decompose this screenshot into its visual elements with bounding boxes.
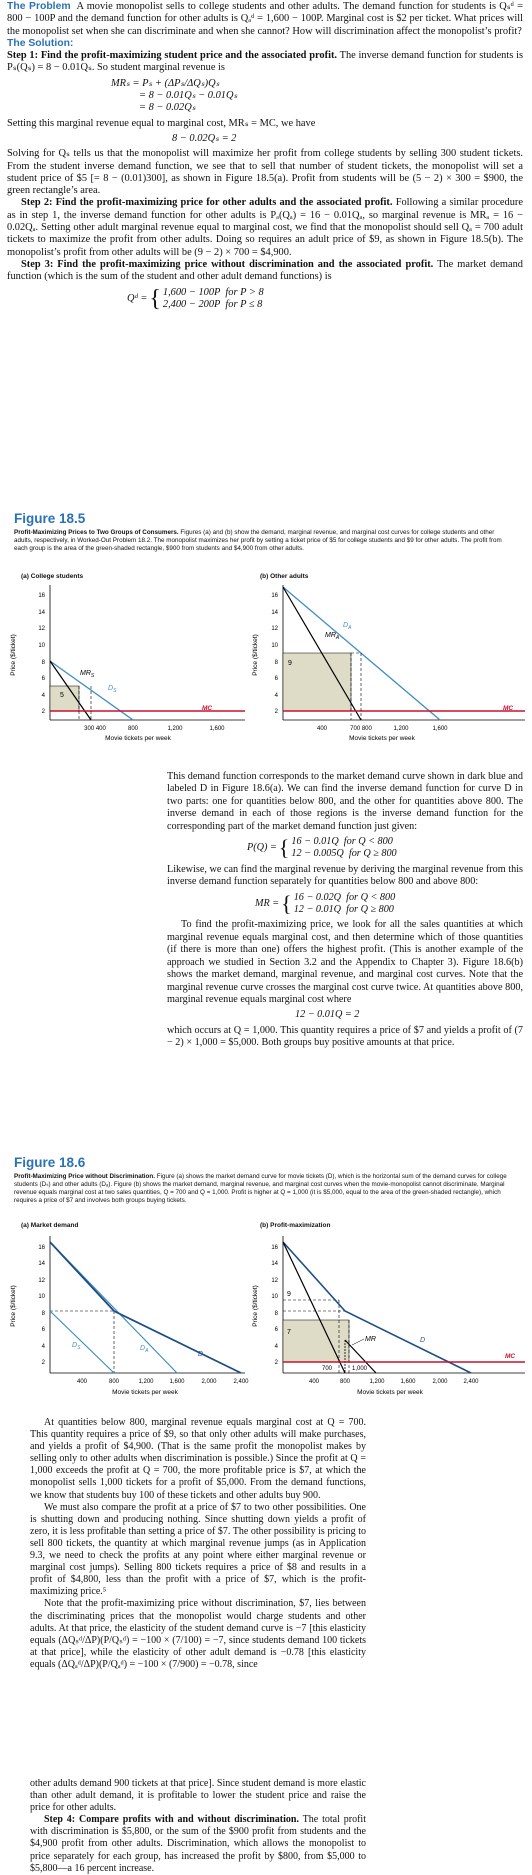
caption-text: Figures (a) and (b) show the demand, marginal revenue, and marginal cost curves for college students and other adults, respectively, in Worked-Out Problem 18.2. The monopolist maximizes her profit by setting a ticket price of $5 for college students and $9 for other adults. The profit from each group is the area of the green-shaded rectangle, $900 from students and $4,900 from other adults. (14, 529, 502, 553)
demand-curve-ds (50, 1311, 114, 1373)
da-label: $D_A$ (140, 1345, 149, 1354)
profit-rectangle (283, 653, 351, 711)
y-tick-label: 10 (38, 1294, 45, 1300)
brace-icon: { (149, 285, 161, 312)
step4-paragraph (30, 1814, 366, 1874)
x-ticks (77, 1379, 249, 1385)
y-tick-label: 4 (274, 1344, 278, 1350)
y-tick-label: 2 (274, 709, 278, 715)
y-tick-label: 16 (38, 1245, 45, 1251)
mid-text-column (167, 771, 523, 1050)
x-tick-label: 2,400 (233, 1379, 249, 1385)
equation-line: = 8 − 0.02Qₛ (139, 102, 196, 114)
figure-18-5b-label: (b) Other adults (260, 573, 309, 580)
step2-paragraph (7, 197, 523, 258)
y-tick-label: 16 (271, 1245, 278, 1251)
chart-panel-college-students (10, 585, 245, 742)
ds-label: $D_S$ (72, 1342, 81, 1351)
bottom-paragraph: At quantities below 800, marginal revenue equals marginal cost at Q = 700. This quantity requires a price of $9, so that only other adults will make purchases, and yields a profit of $4,900. (That is the same profit the monopolist makes by selling only to other adults when discrimination is possible.) Since the profit at Q = 1,000 exceeds the profit at Q = 700, the more profitable price is $7, at which the monopolist sells 1,000 tickets for a profit of $5,000. From the demand functions, we know that students buy 100 of these tickets and other adults buy 900. (30, 1417, 366, 1501)
y-ticks (271, 593, 278, 715)
problem-section (7, 1, 523, 314)
step3-text: The market demand function (which is the sum of the student and other adult demand functions) is (7, 258, 523, 283)
y-tick-label: 6 (41, 1327, 45, 1333)
x-tick-label: 400 (76, 1379, 88, 1385)
x-axis-label: Movie tickets per week (105, 735, 171, 742)
y-tick-label: 12 (271, 626, 278, 632)
equation-case: 16 − 0.01Q for Q < 800 (291, 836, 393, 848)
y-tick-label: 12 (38, 626, 45, 632)
x-tick-label: 700 800 (350, 726, 372, 732)
solving-text: Solving for Qₛ tells us that the monopolist will maximize her profit from college students by selling 300 student tickets. From the student inverse demand function, we see that to sell that number of student tickets, the monopolist will set a student price of $5 [= 8 − (0.01)300], as shown in Figure 18.5(a). Profit from students will be (5 − 2) × 300 = $900, the green rectangle’s area. (7, 148, 523, 197)
equation-line: = 8 − 0.01Qₛ − 0.01Qₛ (139, 90, 238, 102)
equation-mr-mc-2: 12 − 0.01Q = 2 (295, 1009, 360, 1021)
ds-label: $D_S$ (108, 685, 117, 694)
mr-label: MR (365, 1336, 376, 1343)
figure-18-6-chart (0, 1228, 532, 1413)
price-label: 7 (287, 1329, 291, 1336)
equation-inverse-demand (247, 836, 523, 861)
y-axis-label: Price ($/ticket) (252, 634, 259, 676)
y-tick-label: 6 (274, 1327, 278, 1333)
figure-18-6-title: Figure 18.6 (14, 1155, 86, 1170)
figure-18-6b-label: (b) Profit-maximization (260, 1222, 331, 1229)
problem-paragraph (7, 1, 523, 38)
profit-rectangle (50, 686, 79, 711)
equation-case: 12 − 0.01Q for Q ≥ 800 (293, 904, 394, 916)
y-tick-label: 12 (271, 1278, 278, 1284)
x-axis-label: Movie tickets per week (349, 735, 415, 742)
x-tick-label: 2,400 (463, 1379, 479, 1385)
price-label: 9 (287, 1291, 291, 1298)
step1-paragraph (7, 50, 523, 75)
equation-marginal-revenue (255, 892, 523, 917)
y-tick-label: 4 (274, 693, 278, 699)
x-ticks (309, 1379, 479, 1385)
y-tick-label: 14 (38, 1261, 45, 1267)
y-tick-label: 10 (271, 1294, 278, 1300)
y-tick-label: 14 (271, 1261, 278, 1267)
y-axis-label: Price ($/ticket) (252, 1285, 259, 1327)
y-tick-label: 16 (38, 593, 45, 599)
chart-panel-market-demand (10, 1236, 249, 1396)
solution-label: The Solution: (7, 37, 74, 49)
brace-icon: { (281, 890, 292, 916)
step2-heading: Step 2: Find the profit-maximizing price for other adults and the associated profit. (21, 197, 393, 209)
x-axis-label: Movie tickets per week (357, 1389, 423, 1396)
price-label: 9 (288, 660, 292, 667)
problem-label: The Problem (7, 1, 71, 12)
x-tick-label: 800 (127, 726, 139, 732)
bottom-text-column (30, 1417, 366, 1671)
mc-label: MC (202, 705, 213, 712)
step1-heading: Step 1: Find the profit-maximizing student price and the associated profit. (7, 50, 338, 62)
x-tick-label: 800 (339, 1379, 351, 1385)
y-ticks (271, 1245, 278, 1366)
chart-panel-profit-maximization (252, 1236, 525, 1396)
y-ticks (38, 1245, 45, 1366)
d-label: D (198, 1351, 204, 1358)
step1-text: The inverse demand function for students is Pₛ(Qₛ) = 8 − 0.01Qₛ. So student marginal revenue is (7, 50, 523, 74)
y-tick-label: 2 (41, 709, 45, 715)
bottom-paragraph: We must also compare the profit at a price of $7 to two other possibilities. One is shutting down and producing nothing. Since shutting down yields a profit of zero, it is less profitable than setting a price of $7. The other possibility is pricing to sell 800 tickets, the quantity at which marginal revenue jumps (as in Application 9.3, we need to check the profits at any point where either marginal revenue or marginal cost jumps). Selling 800 tickets requires a price of $8 and results in a profit of $4,800, less than the profit with a price of $7, which is the profit-maximizing price.⁵ (30, 1501, 366, 1598)
y-tick-label: 8 (41, 1311, 45, 1317)
y-ticks (38, 593, 45, 715)
mrs-label: $MR_S$ (80, 670, 95, 679)
x-tick-label: 1,600 (400, 1379, 416, 1385)
x-ticks (84, 726, 225, 732)
x-tick-label: 1,200 (369, 1379, 385, 1385)
equation-line: MRₛ = Pₛ + (ΔPₛ/ΔQₛ)Qₛ (111, 77, 220, 89)
equation-mrs (111, 78, 523, 115)
x-tick-label: 800 (108, 1379, 120, 1385)
figure-18-5-chart (0, 575, 532, 765)
y-axis-label: Price ($/ticket) (10, 634, 17, 676)
mc-label: MC (505, 1353, 516, 1360)
equation-mr-mc: 8 − 0.02Qₛ = 2 (172, 132, 237, 144)
x-tick-label: 400 (308, 1379, 320, 1385)
bottom-paragraph: Note that the profit-maximizing price without discrimination, $7, lies between the discriminating prices that the monopolist would charge students and other adults. At that price, the elasticity of the student demand curve is −7 [this elasticity equals (ΔQₛᵈ/ΔP)(P/Qₛᵈ) = −100 × (7/100) = −7, since students demand 100 tickets at that price], while the elasticity of other adult demand is −0.78 [this elasticity equals (ΔQₐᵈ/ΔP)(P/Qₐᵈ) = −100 × (7/900) = −0.78, since (30, 1598, 366, 1670)
price-label: 5 (60, 692, 64, 699)
y-axis-label: Price ($/ticket) (10, 1285, 17, 1327)
caption-bold: Profit-Maximizing Prices to Two Groups of Consumers. (14, 529, 179, 536)
equation-case: 16 − 0.02Q for Q < 800 (293, 891, 396, 903)
y-tick-label: 2 (274, 1360, 278, 1366)
step4-text: The total profit with discrimination is $5,800, or the sum of the $900 profit from students and the $4,900 profit from other adults. Discrimination, which allows the monopolist to price separately for each group, has increased the profit by $800, from $5,000 to $5,800—a 16 percent increase. (30, 1814, 366, 1874)
y-tick-label: 6 (274, 676, 278, 682)
x-axis-label: Movie tickets per week (112, 1389, 178, 1396)
bottom-paragraph: other adults demand 900 tickets at that price]. Since student demand is more elastic than other adult demand, it is profitable to lower the student price and raise the price for other adults. (30, 1778, 366, 1814)
y-tick-label: 4 (41, 1344, 45, 1350)
y-tick-label: 8 (41, 660, 45, 666)
step4-heading: Step 4: Compare profits with and without discrimination. (44, 1814, 299, 1826)
x-tick-label: 300 400 (84, 726, 106, 732)
x-tick-label: 1,200 (393, 726, 409, 732)
equation-case: 12 − 0.005Q for Q ≥ 800 (291, 848, 397, 860)
mid-paragraph: which occurs at Q = 1,000. This quantity requires a price of $7 and yields a profit of (7 − 2) × 1,000 = $5,000. Both groups buy positive amounts at that price. (167, 1024, 523, 1049)
caption-text: Figure (a) shows the market demand curve for movie tickets (D), which is the horizontal sum of the demand curves for college students (Dₛ) and other adults (Dₐ). Figure (b) shows the market demand, marginal revenue, and marginal cost curves when the movie-monopolist cannot discriminate. Marginal revenue equals marginal cost at two sales quantities, Q = 700 and Q = 1,000. Profit is higher at Q = 1,000 (it is $5,000, equal to the area of the green-shaded rectangle), which requires a price of $7 and involves both groups buying tickets. (14, 1173, 507, 1205)
x-tick-label: 2,000 (432, 1379, 448, 1385)
y-tick-label: 4 (41, 693, 45, 699)
equation-market-demand (127, 287, 523, 312)
mc-label: MC (503, 705, 514, 712)
equation-case: 1,600 − 100P for P > 8 (162, 286, 264, 298)
y-tick-label: 14 (271, 610, 278, 616)
mr-pointer (352, 1339, 364, 1345)
caption-bold: Profit-Maximizing Price without Discrimination. (14, 1173, 155, 1180)
x-tick-label: 400 (316, 726, 328, 732)
x-tick-label: 1,600 (209, 726, 225, 732)
quantity-label: 1,000 (352, 1366, 368, 1372)
d-label: D (420, 1337, 426, 1344)
y-tick-label: 8 (274, 1311, 278, 1317)
figure-18-6a-label: (a) Market demand (21, 1222, 79, 1229)
x-tick-label: 2,000 (201, 1379, 217, 1385)
y-tick-label: 12 (38, 1278, 45, 1284)
equation-lhs: P(Q) = (247, 842, 277, 854)
x-tick-label: 1,600 (169, 1379, 185, 1385)
figure-18-5-caption (14, 529, 514, 553)
x-tick-label: 1,200 (138, 1379, 154, 1385)
y-tick-label: 10 (271, 643, 278, 649)
equation-case: 2,400 − 200P for P ≤ 8 (162, 298, 263, 310)
y-tick-label: 10 (38, 643, 45, 649)
y-tick-label: 14 (38, 610, 45, 616)
mid-paragraph: This demand function corresponds to the market demand curve shown in dark blue and labeled D in Figure 18.6(a). We can find the inverse demand function for curve D in two parts: one for quantities below 800, and the other for quantities above 800. The inverse demand in each of those regions is the inverse demand function for the corresponding part of the market demand function just given: (167, 771, 523, 832)
y-tick-label: 6 (41, 676, 45, 682)
figure-18-5a-label: (a) College students (21, 573, 84, 580)
mra-label: $MR_A$ (325, 632, 340, 641)
y-tick-label: 2 (41, 1360, 45, 1366)
da-label: $D_A$ (343, 622, 352, 631)
figure-18-5-title: Figure 18.5 (14, 511, 86, 526)
x-ticks (317, 726, 448, 732)
mid-paragraph: To find the profit-maximizing price, we look for all the sales quantities at which marginal revenue equals marginal cost, and then determine which of those quantities (if there is more than one) offers the highest profit. (This is another example of the approach we studied in Section 3.2 and the Appendix to Chapter 3). Figure 18.6(b) shows the market demand, marginal revenue, and marginal cost curves. Note that the marginal revenue curve crosses the marginal cost curve twice. At quantities above 800, marginal revenue equals marginal cost where (167, 919, 523, 1005)
y-tick-label: 8 (274, 660, 278, 666)
chart-panel-other-adults (252, 585, 525, 742)
equation-lhs: Qᵈ = (127, 292, 148, 304)
bottom-text-column-2 (30, 1778, 366, 1875)
step3-paragraph (7, 259, 523, 284)
problem-text: A movie monopolist sells to college students and other adults. The demand function for students is Qₛᵈ = 800 − 100P and the demand function for other adults is Qₐᵈ = 1,600 − 100P. Marginal cost is $2 per ticket. What prices will the monopolist set when she can discriminate and when she cannot? How will discrimination affect the monopolist’s profit? (7, 1, 523, 37)
mid-paragraph: Likewise, we can find the marginal revenue by deriving the marginal revenue from this inverse demand function separately for quantities below 800 and above 800: (167, 863, 523, 888)
y-tick-label: 16 (271, 593, 278, 599)
x-tick-label: 1,600 (432, 726, 448, 732)
equation-lhs: MR = (255, 897, 280, 909)
set-mr-text: Setting this marginal revenue equal to marginal cost, MRₛ = MC, we have (7, 117, 316, 129)
figure-18-6-caption (14, 1173, 514, 1205)
brace-icon: { (278, 835, 290, 861)
quantity-label: 700 (322, 1366, 333, 1372)
step2-text: Following a similar procedure as in step 1, the inverse demand function for other adults is Pₐ(Qₐ) = 16 − 0.01Qₐ, so marginal revenue is MRₐ = 16 − 0.02Qₐ. Setting other adult marginal revenue equal to marginal cost, we find that the monopolist should sell Qₐ = 700 adult tickets to maximize the profit from other adults. Doing so requires an adult price of $9, as shown in Figure 18.5(b). The monopolist’s profit from other adults will be (9 − 2) × 700 = $4,900. (7, 197, 524, 258)
step3-heading: Step 3: Find the profit-maximizing price without discrimination and the associated profit. (21, 258, 434, 270)
x-tick-label: 1,200 (167, 726, 183, 732)
